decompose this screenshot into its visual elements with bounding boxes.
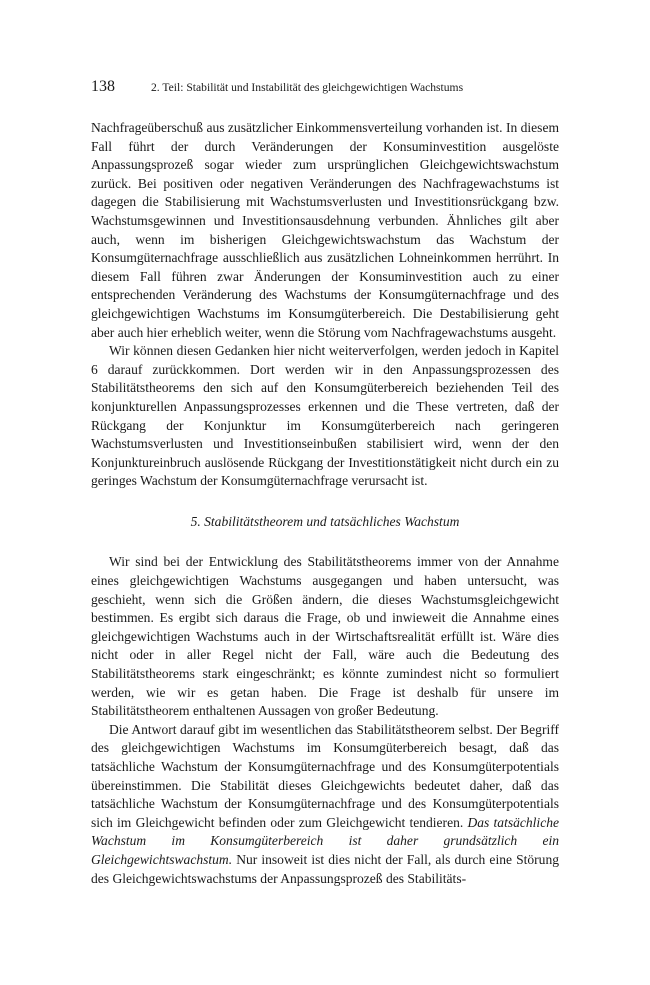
page-number: 138 (91, 78, 115, 95)
running-title: 2. Teil: Stabilität und Instabilität des gleichgewichtigen Wachstums (151, 81, 464, 94)
body-text (91, 119, 559, 888)
paragraph-antwort-end: Nur insoweit ist dies nicht der Fall, als durch eine Störung des Gleichgewichtswachstums der Anpassungsprozeß des Stabilitäts- (91, 851, 560, 886)
paragraph-continuation: Nachfrageüberschuß aus zusätzlicher Einkommensverteilung vorhanden ist. In diesem Fall führt der durch Veränderungen der Konsuminvestition ausgelöste Anpassungsprozeß sogar wieder zum ursprünglichen Gleichgewichtswachstum zurück. Bei positiven oder negativen Veränderungen des Nachfragewachstums ist dagegen die Stabilisierung mit Wachstumsverlusten und Investitionsrückgang bzw. Wachstumsgewinnen und Investitionsausdehnung verbunden. Ähnliches gilt aber auch, wenn im bisherigen Gleichgewichtswachstum das Wachstum der Konsumgüternachfrage ausschließlich aus zusätzlichen Lohneinkommen herrührt. In diesem Fall führen zwar Änderungen der Konsuminvestition auch zu einer entsprechenden Veränderung des Wachstums der Konsumgüternachfrage und des gleichgewichtigen Wachstums im Konsumgüterbereich. Die Destabilisierung geht aber auch hier erheblich weiter, wenn die Störung vom Nachfragewachstums ausgeht. (91, 120, 559, 340)
paragraph-antwort-start: Die Antwort darauf gibt im wesentlichen das Stabilitätstheorem selbst. Der Begriff des gleichgewichtigen Wachstums im Konsumgüterbereich besagt, daß das tatsächliche Wachstum der Konsumgüternachfrage und des Konsumgüterpotentials übereinstimmen. Die Stabilität dieses Gleichgewichts bedeutet daher, daß das tatsächliche Wachstum der Konsumgüternachfrage und des Konsumgüterpotentials sich im Gleichgewicht befinden oder zum Gleichgewicht tendieren. (91, 721, 559, 830)
paragraph-kapitel-6: Wir können diesen Gedanken hier nicht weiterverfolgen, werden jedoch in Kapitel 6 darauf zurückkommen. Dort werden wir in den Anpassungsprozessen des Stabilitätstheorems den sich auf den Konsumgüterbereich beziehenden Teil des konjunkturellen Anpassungsprozesses erkennen und die These vertreten, daß der Rückgang der Konjunktur im Konsumgüterbereich nach geringeren Wachstumsverlusten und Investitionseinbußen stabilisiert wird, wenn der den Konjunktureinbruch auslösende Rückgang der Investitionstätigkeit nicht durch ein zu geringes Wachstum der Konsumgüternachfrage verursacht ist. (91, 343, 559, 489)
section-heading: 5. Stabilitätstheorem und tatsächliches Wachstum (190, 513, 460, 529)
running-head (91, 78, 559, 97)
paragraph-antwort (91, 721, 559, 888)
emphasized-sentence: Das tatsächliche Wachstum im Konsumgüterbereich ist daher grundsätzlich ein Gleichgewichtswachstum. (91, 814, 559, 867)
paragraph-annahme: Wir sind bei der Entwicklung des Stabilitätstheorems immer von der Annahme eines gleichgewichtigen Wachstums ausgegangen und haben untersucht, was geschieht, wenn sich die Größen ändern, die dieses Wachstumsgleichgewicht bestimmen. Es ergibt sich daraus die Frage, ob und inwieweit die Annahme eines gleichgewichtigen Wachstums auch in der Wirtschaftsrealität erfüllt ist. Wäre dies nicht oder in aller Regel nicht der Fall, wäre auch die Bedeutung des Stabilitätstheorems stark eingeschränkt; es könnte zumindest nicht so formuliert werden, wie wir es getan haben. Die Frage ist deshalb für unsere im Stabilitätstheorem enthaltenen Aussagen von großer Bedeutung. (91, 554, 559, 719)
